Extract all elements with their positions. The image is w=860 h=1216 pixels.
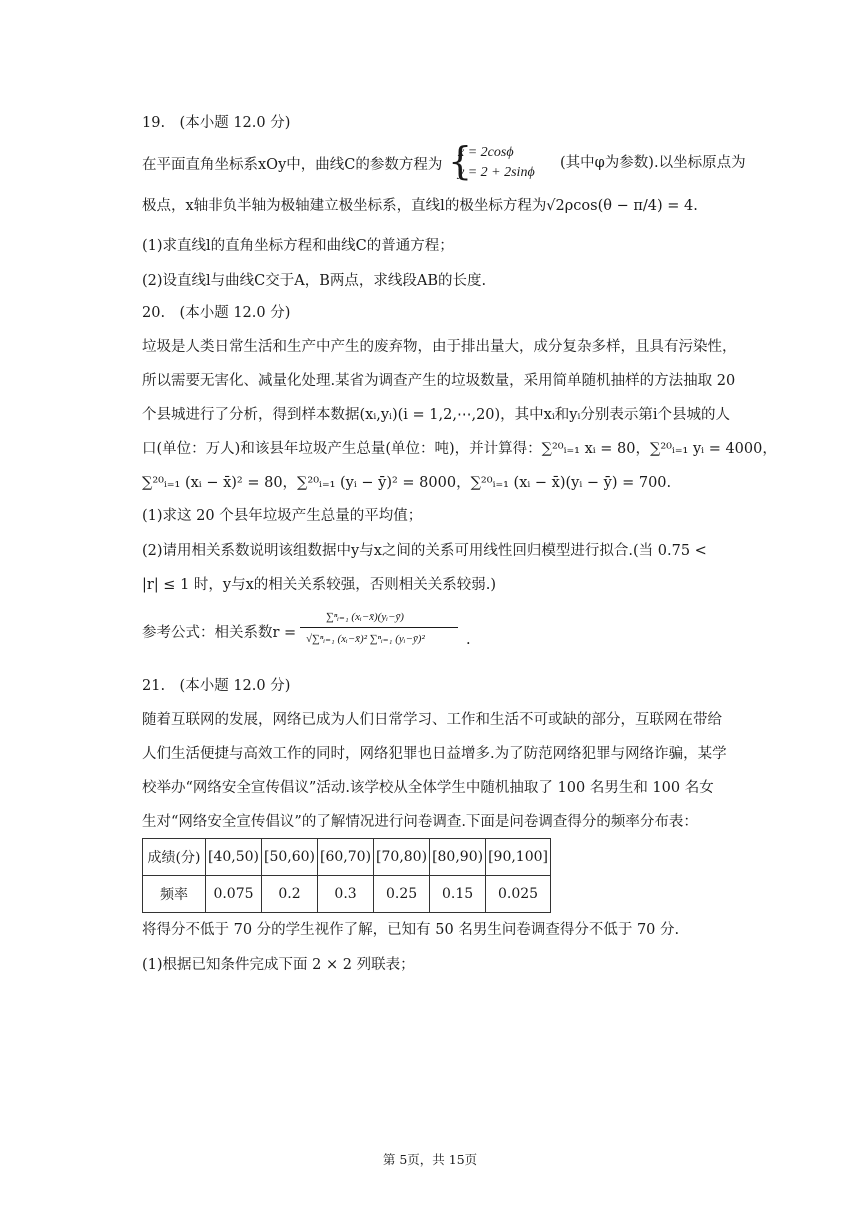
page-footer: 第 5页，共 15页: [382, 1152, 478, 1167]
table-cell: [60,70): [318, 839, 374, 876]
formula-denominator: √∑ⁿᵢ₌₁ (xᵢ−x̄)² ∑ⁿᵢ₌₁ (yᵢ−ȳ)²: [306, 633, 425, 645]
q19-line-2: 极点，x轴非负半轴为极轴建立极坐标系，直线l的极坐标方程为√2ρcos(θ − π/4) = 4.: [142, 198, 698, 214]
q20-part-2a: (2)请用相关系数说明该组数据中y与x之间的关系可用线性回归模型进行拟合.(当 0.75 <: [142, 543, 707, 559]
table-cell: 0.3: [318, 876, 374, 913]
question-19-heading: 19. (本小题 12.0 分): [142, 115, 291, 131]
q20-line-3: 个县城进行了分析，得到样本数据(xᵢ,yᵢ)(i = 1,2,⋯,20)，其中xᵢ和yᵢ分别表示第i个县城的人: [142, 407, 731, 423]
table-cell: [50,60): [262, 839, 318, 876]
table-cell: 频率: [143, 876, 206, 913]
q21-after-table: 将得分不低于 70 分的学生视作了解，已知有 50 名男生问卷调查得分不低于 70 分.: [142, 922, 680, 938]
param-eq-y: y = 2 + 2sinϕ: [458, 165, 535, 180]
formula-end-period: .: [466, 632, 471, 648]
table-cell: [70,80): [374, 839, 430, 876]
table-cell: 0.15: [430, 876, 486, 913]
param-eq-x: x = 2cosϕ: [458, 145, 514, 160]
table-header-row: [143, 839, 551, 876]
parametric-system: [448, 139, 558, 187]
question-20-heading: 20. (本小题 12.0 分): [142, 305, 291, 321]
q20-part-1: (1)求这 20 个县年垃圾产生总量的平均值；: [142, 508, 423, 524]
q20-line-1: 垃圾是人类日常生活和生产中产生的废弃物，由于排出量大，成分复杂多样，且具有污染性，: [142, 339, 737, 355]
q21-line-4: 生对“网络安全宣传倡议”的了解情况进行问卷调查.下面是问卷调查得分的频率分布表：: [142, 814, 698, 830]
table-cell: 0.25: [374, 876, 430, 913]
table-cell: [90,100]: [486, 839, 551, 876]
q19-line-1a: 在平面直角坐标系xOy中，曲线C的参数方程为: [142, 157, 443, 173]
table-cell: 成绩(分): [143, 839, 206, 876]
q20-line-4: 口(单位：万人)和该县年垃圾产生总量(单位：吨)，并计算得：∑²⁰ᵢ₌₁ xᵢ = 80，∑²⁰ᵢ₌₁ yᵢ = 4000，: [142, 441, 777, 457]
formula-numerator: ∑ⁿᵢ₌₁ (xᵢ−x̄)(yᵢ−ȳ): [326, 611, 404, 623]
reference-formula-label: 参考公式：相关系数r =: [142, 625, 297, 641]
q21-part-1: (1)根据已知条件完成下面 2 × 2 列联表；: [142, 957, 415, 973]
q19-line-1b: (其中φ为参数).以坐标原点为: [560, 155, 746, 171]
brace-symbol: {: [448, 139, 473, 183]
q20-line-2: 所以需要无害化、减量化处理.某省为调查产生的垃圾数量，采用简单随机抽样的方法抽取 20: [142, 373, 736, 389]
table-cell: 0.075: [206, 876, 262, 913]
q20-line-5: ∑²⁰ᵢ₌₁ (xᵢ − x̄)² = 80，∑²⁰ᵢ₌₁ (yᵢ − ȳ)² = 8000，∑²⁰ᵢ₌₁ (xᵢ − x̄)(yᵢ − ȳ) = 700.: [142, 475, 672, 491]
table-cell: [40,50): [206, 839, 262, 876]
frequency-table: [142, 838, 551, 913]
q21-line-3: 校举办“网络安全宣传倡议”活动.该学校从全体学生中随机抽取了 100 名男生和 100 名女: [142, 780, 714, 796]
correlation-formula: [296, 610, 466, 658]
q19-part-2: (2)设直线l与曲线C交于A，B两点，求线段AB的长度.: [142, 273, 487, 289]
q19-part-1: (1)求直线l的直角坐标方程和曲线C的普通方程；: [142, 238, 454, 254]
table-cell: 0.2: [262, 876, 318, 913]
table-row: [143, 876, 551, 913]
table-cell: [80,90): [430, 839, 486, 876]
fraction-bar: [300, 627, 458, 628]
q21-line-2: 人们生活便捷与高效工作的同时，网络犯罪也日益增多.为了防范网络犯罪与网络诈骗，某学: [142, 746, 727, 762]
question-21-heading: 21. (本小题 12.0 分): [142, 678, 291, 694]
table-cell: 0.025: [486, 876, 551, 913]
q21-line-1: 随着互联网的发展，网络已成为人们日常学习、工作和生活不可或缺的部分，互联网在带给: [142, 712, 722, 728]
q20-part-2b: |r| ≤ 1 时，y与x的相关关系较强，否则相关关系较弱.): [142, 577, 497, 593]
